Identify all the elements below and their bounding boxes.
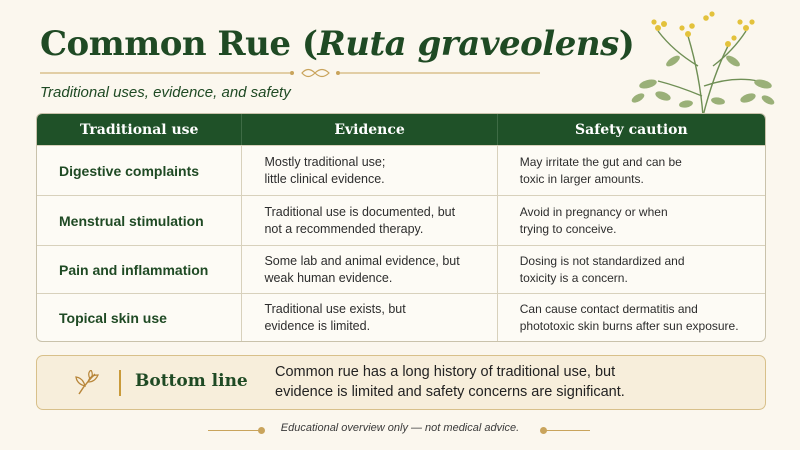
- bottom-line-text: Common rue has a long history of traditional use, but evidence is limited and safety concerns are significant.: [275, 364, 625, 400]
- table-header: [37, 114, 765, 145]
- row-safety: Can cause contact dermatitis and phototoxic skin burns after sun exposure.: [519, 302, 739, 333]
- leaf-ornament-icon: [40, 66, 540, 80]
- row-safety: May irritate the gut and can be toxic in larger amounts.: [519, 154, 682, 186]
- table-row: [37, 145, 765, 195]
- uses-table: [36, 113, 766, 342]
- title-close: ): [618, 24, 635, 64]
- row-use: Menstrual stimulation: [37, 196, 242, 245]
- row-use: Digestive complaints: [37, 146, 242, 195]
- table-row: [37, 195, 765, 245]
- title-latin-name: Ruta graveolens: [317, 24, 619, 64]
- bottom-line-box: [36, 355, 766, 410]
- row-safety: Dosing is not standardized and toxicity is a concern.: [519, 253, 685, 285]
- page-title: [40, 24, 634, 64]
- row-evidence: Traditional use is documented, but not a recommended therapy.: [242, 196, 497, 245]
- footer-disclaimer: Educational overview only — not medical advice.: [280, 422, 520, 434]
- bottom-line-divider: [119, 370, 121, 396]
- bottom-line-label: Bottom line: [135, 371, 248, 391]
- rue-plant-illustration: [618, 6, 778, 116]
- row-evidence: Some lab and animal evidence, but weak human evidence.: [242, 246, 497, 293]
- table-row: [37, 245, 765, 293]
- title-main: Common Rue (: [40, 24, 318, 64]
- row-safety: Avoid in pregnancy or when trying to conceive.: [519, 204, 668, 236]
- row-evidence: Traditional use exists, but evidence is limited.: [242, 294, 497, 342]
- sprig-icon: [73, 370, 101, 396]
- row-use: Topical skin use: [37, 294, 242, 342]
- header-evidence: Evidence: [242, 114, 497, 145]
- header-traditional-use: Traditional use: [37, 114, 242, 145]
- header-safety-caution: Safety caution: [575, 121, 688, 138]
- row-use: Pain and inflammation: [37, 246, 242, 293]
- row-evidence: Mostly traditional use; little clinical evidence.: [242, 146, 497, 195]
- table-row: [37, 293, 765, 342]
- page-subtitle: Traditional uses, evidence, and safety: [40, 84, 291, 101]
